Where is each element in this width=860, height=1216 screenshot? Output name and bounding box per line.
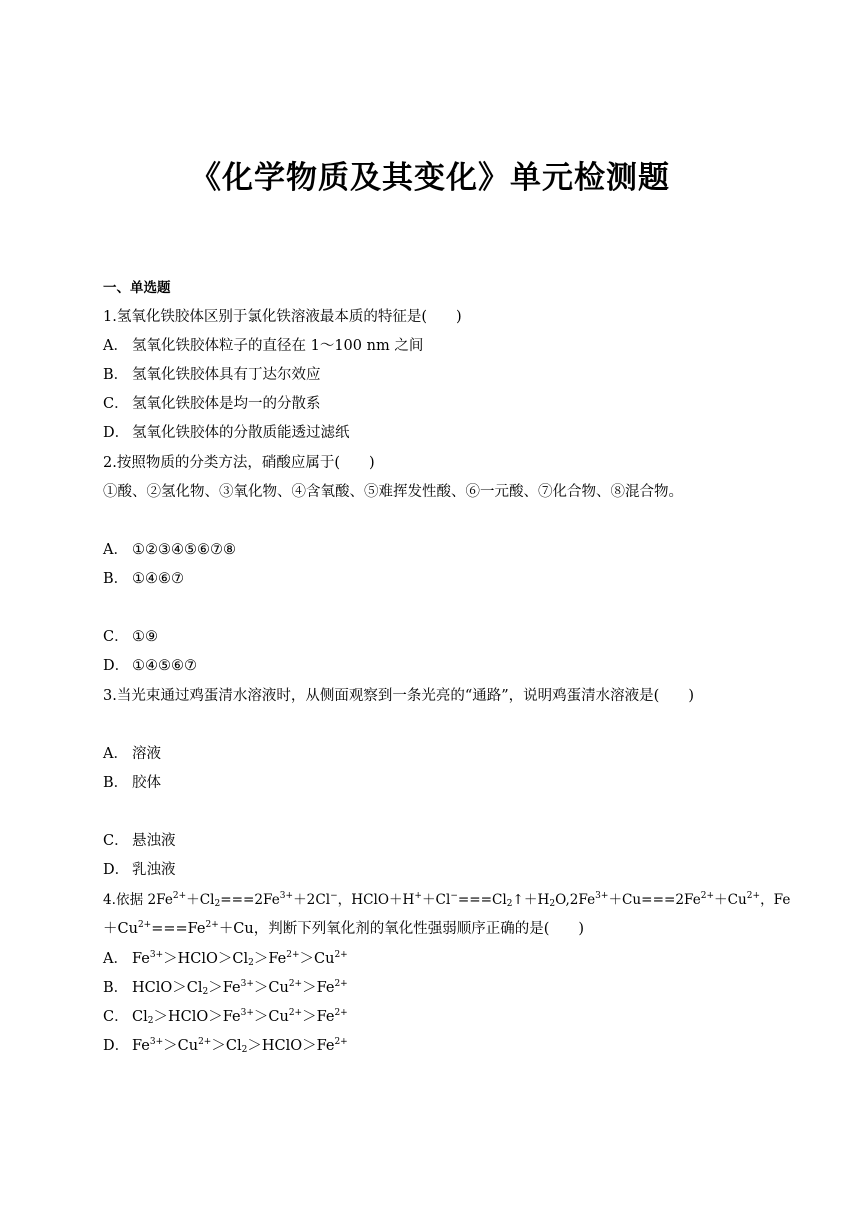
option-letter: A． xyxy=(103,746,128,762)
text: Cl xyxy=(132,1009,148,1025)
text: ↑＋H xyxy=(512,892,550,908)
option-text: 氢氧化铁胶体粒子的直径在 1～100 nm 之间 xyxy=(132,338,424,354)
option-letter: D． xyxy=(103,658,130,674)
question-2-option-c xyxy=(103,627,158,647)
option-text: 氢氧化铁胶体是均一的分散系 xyxy=(132,396,321,412)
text: ＞Cu xyxy=(253,980,289,996)
subscript: 2 xyxy=(506,899,513,909)
option-text: ①⑨ xyxy=(132,629,158,645)
question-4-stem-line-2 xyxy=(103,919,584,939)
option-letter: D． xyxy=(103,425,130,441)
question-4-stem-line-1 xyxy=(103,890,790,910)
option-text: ①④⑥⑦ xyxy=(132,571,184,587)
superscript: 3+ xyxy=(149,950,164,960)
question-3-option-a xyxy=(103,744,161,764)
subscript: 2 xyxy=(248,958,254,968)
text: ===2Fe xyxy=(220,892,280,908)
option-letter: C． xyxy=(103,1009,129,1025)
question-3-option-b xyxy=(103,773,161,793)
option-text: 溶液 xyxy=(132,746,161,762)
superscript: 2+ xyxy=(334,950,348,960)
superscript: 2+ xyxy=(288,979,303,989)
text: ===Fe xyxy=(151,921,206,937)
text: ＋Cu xyxy=(714,892,747,908)
text: ＞HClO＞Fe xyxy=(153,1009,241,1025)
superscript: + xyxy=(414,891,422,901)
question-2-list: ①酸、②氢化物、③氧化物、④含氧酸、⑤难挥发性酸、⑥一元酸、⑦化合物、⑧混合物。 xyxy=(103,484,683,500)
text: ＞Fe xyxy=(208,980,241,996)
subscript: 2 xyxy=(147,1016,154,1026)
text: ＞Cu xyxy=(163,1038,199,1054)
text: ＞Fe xyxy=(302,1009,335,1025)
text: 4.依据 2Fe xyxy=(103,892,173,908)
option-letter: A． xyxy=(103,951,128,967)
question-1-option-d xyxy=(103,423,350,443)
subscript: 2 xyxy=(549,899,556,909)
text: ，Fe xyxy=(760,892,791,908)
question-2-option-d xyxy=(103,656,197,676)
text: ＋Cu xyxy=(103,921,138,937)
superscript: 2+ xyxy=(205,920,219,930)
option-text: 悬浊液 xyxy=(132,833,176,849)
section-heading: 一、单选题 xyxy=(103,280,171,296)
text: ＞HClO＞Fe xyxy=(247,1038,335,1054)
subscript: 2 xyxy=(202,987,209,997)
text: Fe xyxy=(132,951,150,967)
text: ＞Cu xyxy=(253,1009,289,1025)
text: O,2Fe xyxy=(555,892,596,908)
option-text: 氢氧化铁胶体的分散质能透过滤纸 xyxy=(132,425,350,441)
question-2-option-b xyxy=(103,569,184,589)
option-letter: B． xyxy=(103,775,129,791)
question-4-option-a xyxy=(103,949,348,969)
text: ＋Cl xyxy=(421,892,451,908)
text: ＞Cl xyxy=(211,1038,242,1054)
superscript: 2+ xyxy=(700,891,715,901)
superscript: 2+ xyxy=(172,891,187,901)
option-text: 氢氧化铁胶体具有丁达尔效应 xyxy=(132,367,321,383)
question-4-option-b xyxy=(103,978,348,998)
text: HClO＞Cl xyxy=(132,980,203,996)
question-4-option-c xyxy=(103,1007,348,1027)
option-letter: C． xyxy=(103,396,129,412)
question-1-stem: 1.氢氧化铁胶体区别于氯化铁溶液最本质的特征是( ) xyxy=(103,309,462,325)
text: ＋Cl xyxy=(186,892,215,908)
superscript: 3+ xyxy=(595,891,609,901)
text: ＋Cu===2Fe xyxy=(608,892,701,908)
text: ＋Cu，判断下列氧化剂的氧化性强弱顺序正确的是( ) xyxy=(218,921,585,937)
superscript: 2+ xyxy=(334,1008,348,1018)
question-2-option-a xyxy=(103,540,236,560)
text: ＞HClO＞Cl xyxy=(163,951,249,967)
superscript: 2+ xyxy=(334,979,348,989)
option-letter: B． xyxy=(103,571,129,587)
option-letter: B． xyxy=(103,980,129,996)
question-3-option-c xyxy=(103,831,176,851)
superscript: 3+ xyxy=(240,979,254,989)
subscript: 2 xyxy=(241,1045,248,1055)
option-letter: C． xyxy=(103,629,129,645)
question-2-stem: 2.按照物质的分类方法，硝酸应属于( ) xyxy=(103,455,375,471)
superscript: − xyxy=(450,891,458,901)
text: ＞Fe xyxy=(302,980,335,996)
option-text: ①②③④⑤⑥⑦⑧ xyxy=(132,542,236,558)
subscript: 2 xyxy=(214,899,221,909)
superscript: 2+ xyxy=(288,1008,303,1018)
question-1-option-b xyxy=(103,365,321,385)
option-letter: A． xyxy=(103,338,128,354)
document-title: 《化学物质及其变化》单元检测题 xyxy=(190,160,670,196)
question-1-option-a xyxy=(103,336,423,356)
superscript: 2+ xyxy=(286,950,300,960)
question-1-option-c xyxy=(103,394,321,414)
text: ＋2Cl xyxy=(293,892,331,908)
superscript: 2+ xyxy=(334,1037,348,1047)
superscript: 2+ xyxy=(198,1037,212,1047)
option-letter: D． xyxy=(103,862,130,878)
option-letter: D． xyxy=(103,1038,130,1054)
text: Fe xyxy=(132,1038,150,1054)
option-text: 乳浊液 xyxy=(132,862,176,878)
text: ＞Fe xyxy=(253,951,287,967)
option-letter: A． xyxy=(103,542,128,558)
option-text: 胶体 xyxy=(132,775,161,791)
superscript: 2+ xyxy=(137,920,152,930)
option-letter: C． xyxy=(103,833,129,849)
question-3-option-d xyxy=(103,860,176,880)
superscript: 3+ xyxy=(149,1037,164,1047)
superscript: − xyxy=(330,891,338,901)
question-3-stem: 3.当光束通过鸡蛋清水溶液时，从侧面观察到一条光亮的“通路”，说明鸡蛋清水溶液是( ) xyxy=(103,688,694,704)
question-4-option-d xyxy=(103,1036,348,1056)
superscript: 3+ xyxy=(240,1008,254,1018)
text: ＞Cu xyxy=(299,951,335,967)
option-text: ①④⑤⑥⑦ xyxy=(132,658,197,674)
superscript: 2+ xyxy=(746,891,761,901)
text: ===Cl xyxy=(457,892,507,908)
text: ，HClO＋H xyxy=(337,892,415,908)
option-letter: B． xyxy=(103,367,129,383)
superscript: 3+ xyxy=(279,891,294,901)
